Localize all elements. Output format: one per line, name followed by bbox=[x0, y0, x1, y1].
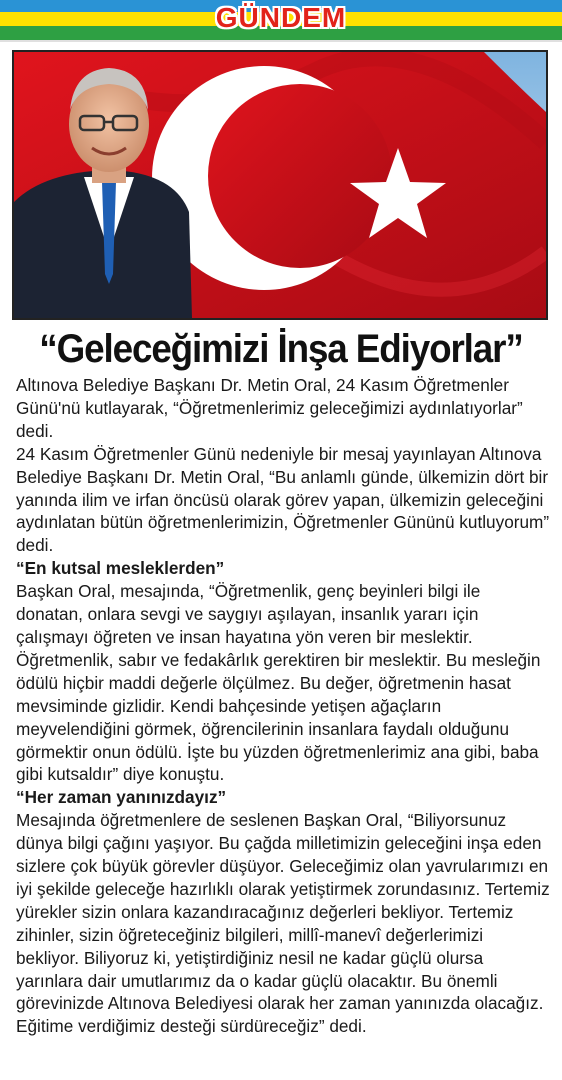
article-paragraph: Mesajında öğretmenlere de seslenen Başkan Oral, “Biliyorsunuz dünya bilgi çağını yaşıyor. Bu çağda milletimizin geleceğini inşa eden sizlere çok büyük görevler düşüyor. Geleceğimiz olan yavrularımızı en iyi şekilde geleceğe hazırlıklı olarak yetiştirmek zorundasınız. Tertemiz yürekler sizin onlara kazandıracağınız değerleri bekliyor. Tertemiz zihinler, sizin öğreteceğiniz bilgileri, millî-manevî değerlerimizi bekliyor. Biliyoruz ki, yetiştirdiğiniz nesil ne kadar güçlü olursa yarınlara dair umutlarımız da o kadar güçlü olacaktır. Bu önemli görevinizde Altınova Belediyesi olarak her zaman yanınızda olacağız. Eğitime verdiğimiz desteği sürdüreceğiz” dedi. bbox=[16, 810, 550, 1037]
article-subheading: “En kutsal mesleklerden” bbox=[16, 558, 225, 579]
article-headline: “Geleceğimizi İnşa Ediyorlar” bbox=[39, 327, 523, 371]
article-paragraph: Başkan Oral, mesajında, “Öğretmenlik, genç beyinleri bilgi ile donatan, onlara sevgi ve saygıyı aşılayan, insanlık yararı için çalışmayı öğreten ve insan hayatına yön veren bir meslektir. Öğretmenlik, sabır ve fedakârlık gerektiren bir meslektir. Bu mesleğin ödülü hiçbir maddi değerle ölçülmez. Bu değer, öğretmenin hasat mevsiminde gizlidir. Kendi bahçesinde yetişen ağaçların meyvelendiğini görmek, öğrencilerinin insanlara faydalı olduğunu görmektir onun ödülü. İşte bu yüzden öğretmenlerimiz ana gibi, baba gibi kutsaldır” diye konuştu. bbox=[16, 581, 541, 785]
section-header bbox=[0, 0, 562, 42]
article-subheading: “Her zaman yanınızdayız” bbox=[16, 787, 227, 808]
article-paragraph: 24 Kasım Öğretmenler Günü nedeniyle bir mesaj yayınlayan Altınova Belediye Başkanı Dr. Metin Oral, “Bu anlamlı günde, ülkemizin dört bir yanında ilim ve irfan öncüsü olarak görev yapan, ülkemizin geleceğini aydınlatan bütün öğretmenlerimizin, Öğretmenler Gününü kutluyorum” dedi. bbox=[16, 443, 550, 556]
article-paragraph: Altınova Belediye Başkanı Dr. Metin Oral, 24 Kasım Öğretmenler Günü'nü kutlayarak, “Öğretmenlerimiz geleceğimizi aydınlatıyorlar” dedi. bbox=[16, 375, 523, 441]
flag-and-portrait-image bbox=[14, 52, 546, 318]
header-divider bbox=[0, 40, 562, 42]
article-body bbox=[16, 374, 550, 1038]
article-photo bbox=[12, 50, 548, 320]
section-title: GÜNDEM bbox=[215, 2, 347, 33]
